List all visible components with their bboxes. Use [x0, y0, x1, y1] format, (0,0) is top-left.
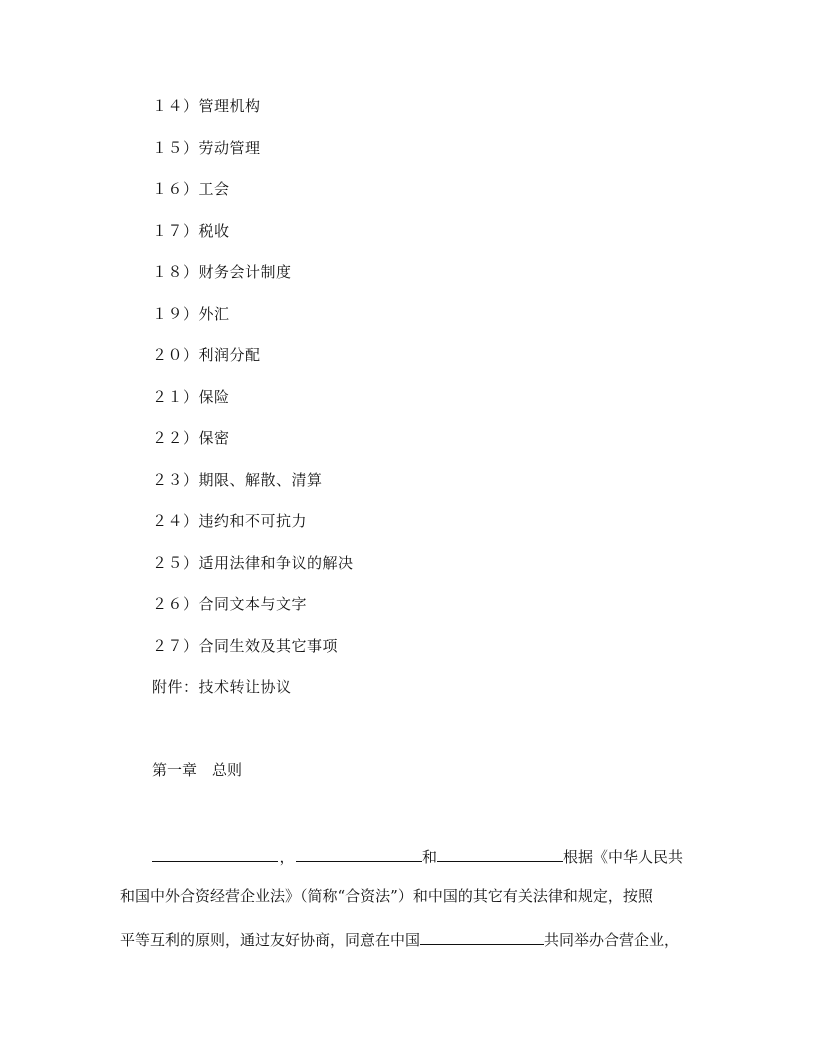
toc-item: １９）外汇 — [152, 305, 230, 323]
paragraph-text: 共同举办合营企业， — [544, 931, 680, 949]
chapter-heading: 第一章 总则 — [152, 761, 243, 779]
paragraph-line — [120, 845, 720, 867]
toc-item: ２０）利润分配 — [152, 346, 261, 364]
toc-item: １５）劳动管理 — [152, 139, 261, 157]
toc-item: １８）财务会计制度 — [152, 263, 292, 281]
paragraph-line — [120, 928, 720, 950]
location-blank — [420, 928, 544, 945]
party-b-blank — [296, 845, 422, 862]
paragraph-line: 和国中外合资经营企业法》（简称“合资法”）和中国的其它有关法律和规定，按照 — [120, 887, 653, 905]
toc-item: １４）管理机构 — [152, 97, 261, 115]
toc-item: ２３）期限、解散、清算 — [152, 471, 323, 489]
separator-comma: ， — [279, 848, 295, 866]
party-c-blank — [437, 845, 563, 862]
paragraph-text: 平等互利的原则，通过友好协商，同意在中国 — [120, 931, 421, 949]
toc-item: ２６）合同文本与文字 — [152, 595, 308, 613]
party-a-blank — [152, 845, 278, 862]
attachment-line: 附件：技术转让协议 — [152, 678, 292, 696]
toc-item: ２５）适用法律和争议的解决 — [152, 554, 354, 572]
separator-and: 和 — [422, 848, 438, 866]
toc-item: ２２）保密 — [152, 429, 230, 447]
toc-item: ２４）违约和不可抗力 — [152, 512, 308, 530]
toc-item: ２１）保险 — [152, 388, 230, 406]
toc-item: １７）税收 — [152, 222, 230, 240]
paragraph-text: 根据《中华人民共 — [563, 848, 684, 866]
toc-item: ２７）合同生效及其它事项 — [152, 637, 339, 655]
toc-item: １６）工会 — [152, 180, 230, 198]
